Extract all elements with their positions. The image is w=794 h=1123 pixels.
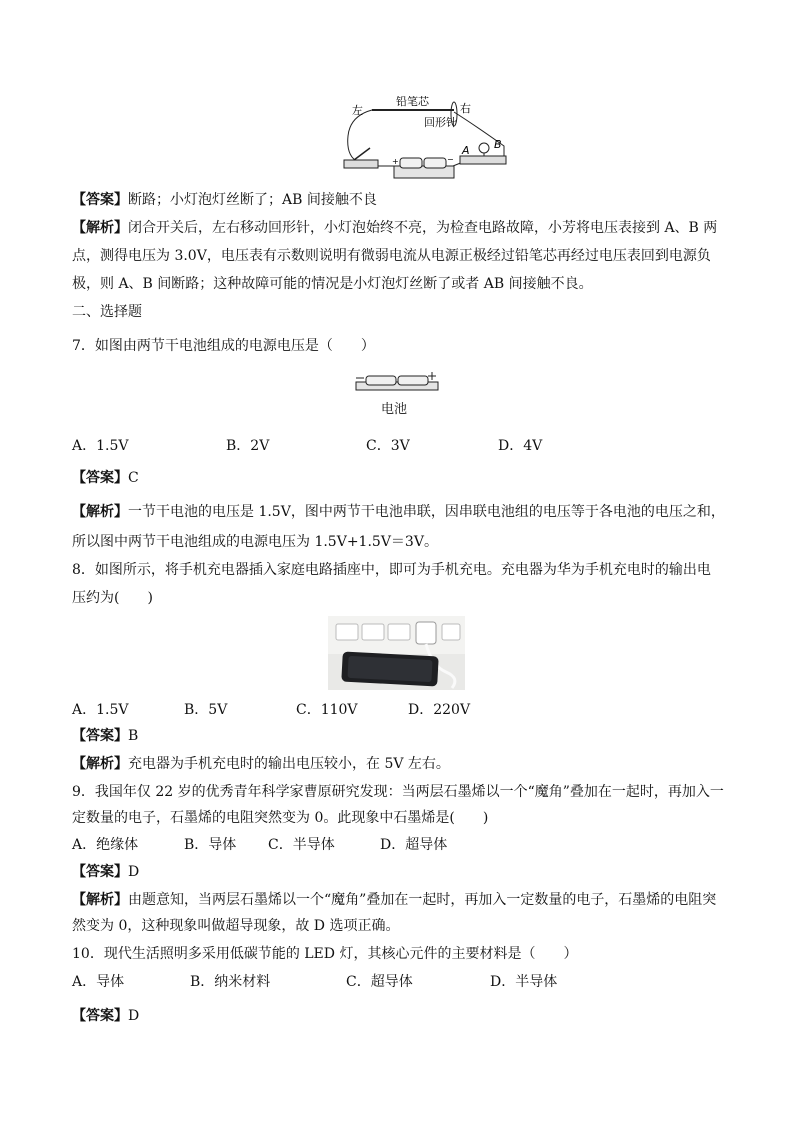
q7-option-d: D．4V (498, 438, 543, 454)
circuit-label-left: 左 (352, 104, 363, 117)
q6-analysis-line2: 点，测得电压为 3.0V，电压表有示数则说明有微弱电流从电源正极经过铅笔芯再经过电压表回到电源负 (72, 248, 711, 264)
svg-text:−: − (447, 155, 454, 164)
circuit-label-core: 铅笔芯 (396, 96, 429, 108)
analysis-label: 【解析】 (72, 504, 128, 520)
circuit-label-pin: 回形针 (424, 116, 457, 129)
q10-stem: 10．现代生活照明多采用低碳节能的 LED 灯，其核心元件的主要材料是（ ） (72, 946, 578, 962)
q8-option-c: C．110V (296, 702, 358, 718)
q10-option-c: C．超导体 (346, 974, 413, 990)
q7-analysis-line2: 所以图中两节干电池组成的电源电压为 1.5V+1.5V＝3V。 (72, 534, 438, 550)
answer-text: D (128, 864, 140, 880)
svg-text:+: + (392, 157, 399, 166)
q8-option-d: D．220V (408, 702, 471, 718)
q9-option-b: B．导体 (184, 837, 237, 853)
analysis-text: 闭合开关后，左右移动回形针，小灯泡始终不亮，为检查电路故障，小芳将电压表接到 A、B 两 (128, 220, 718, 236)
analysis-text: 一节干电池的电压是 1.5V，图中两节干电池串联，因串联电池组的电压等于各电池的电压之和， (128, 504, 725, 520)
analysis-text: 充电器为手机充电时的输出电压较小，在 5V 左右。 (128, 756, 450, 772)
answer-label: 【答案】 (72, 728, 128, 744)
q7-option-a: A．1.5V (72, 438, 129, 454)
q8-stem-line2: 压约为( ) (72, 590, 153, 606)
q8-stem-line1: 8．如图所示，将手机充电器插入家庭电路插座中，即可为手机充电。充电器为华为手机充电时的输出电 (72, 562, 711, 578)
q9-stem-line1: 9．我国年仅 22 岁的优秀青年科学家曹原研究发现：当两层石墨烯以一个“魔角”叠加在一起时，再加入一 (72, 784, 724, 800)
answer-label: 【答案】 (72, 864, 128, 880)
q10-answer (72, 1006, 139, 1026)
q9-option-a: A．绝缘体 (72, 837, 139, 853)
answer-text: B (128, 728, 139, 744)
q10-option-a: A．导体 (72, 974, 125, 990)
circuit-label-b: B (494, 138, 502, 151)
circuit-label-a: A (462, 144, 470, 157)
answer-text: C (128, 470, 139, 486)
q7-answer (72, 468, 139, 488)
q9-analysis-line2: 然变为 0，这种现象叫做超导现象，故 D 选项正确。 (72, 918, 400, 934)
q9-answer (72, 862, 139, 882)
analysis-text: 由题意知，当两层石墨烯以一个“魔角”叠加在一起时，再加入一定数量的电子，石墨烯的电阻突 (128, 892, 717, 908)
circuit-label-right: 右 (460, 102, 471, 115)
q8-option-b: B．5V (184, 702, 228, 718)
q10-option-d: D．半导体 (490, 974, 558, 990)
q8-answer (72, 726, 138, 746)
q8-option-a: A．1.5V (72, 702, 129, 718)
phone-charger-photo (328, 616, 465, 690)
q9-option-d: D．超导体 (380, 837, 448, 853)
answer-label: 【答案】 (72, 192, 128, 208)
q6-analysis-line3: 极，则 A、B 间断路；这种故障可能的情况是小灯泡灯丝断了或者 AB 间接触不良。 (72, 276, 593, 292)
q9-option-c: C．半导体 (268, 837, 335, 853)
q10-option-b: B．纳米材料 (190, 974, 271, 990)
answer-text: D (128, 1008, 140, 1024)
answer-text: 断路；小灯泡灯丝断了；AB 间接触不良 (128, 192, 377, 208)
q9-stem-line2: 定数量的电子，石墨烯的电阻突然变为 0。此现象中石墨烯是( ) (72, 810, 489, 826)
battery-caption: 电池 (381, 402, 408, 417)
q6-answer (72, 190, 377, 210)
q7-analysis-line1 (72, 502, 725, 522)
q7-option-c: C．3V (366, 438, 410, 454)
q6-analysis-line1 (72, 218, 717, 238)
circuit-figure (336, 96, 516, 184)
analysis-label: 【解析】 (72, 892, 128, 908)
answer-label: 【答案】 (72, 470, 128, 486)
answer-label: 【答案】 (72, 1008, 128, 1024)
q7-stem: 7．如图由两节干电池组成的电源电压是（ ） (72, 338, 375, 354)
analysis-label: 【解析】 (72, 756, 128, 772)
section-title: 二、选择题 (72, 304, 142, 320)
analysis-label: 【解析】 (72, 220, 128, 236)
battery-figure (352, 372, 442, 394)
q8-analysis-line1 (72, 754, 450, 774)
q9-analysis-line1 (72, 890, 716, 910)
q7-option-b: B．2V (226, 438, 270, 454)
